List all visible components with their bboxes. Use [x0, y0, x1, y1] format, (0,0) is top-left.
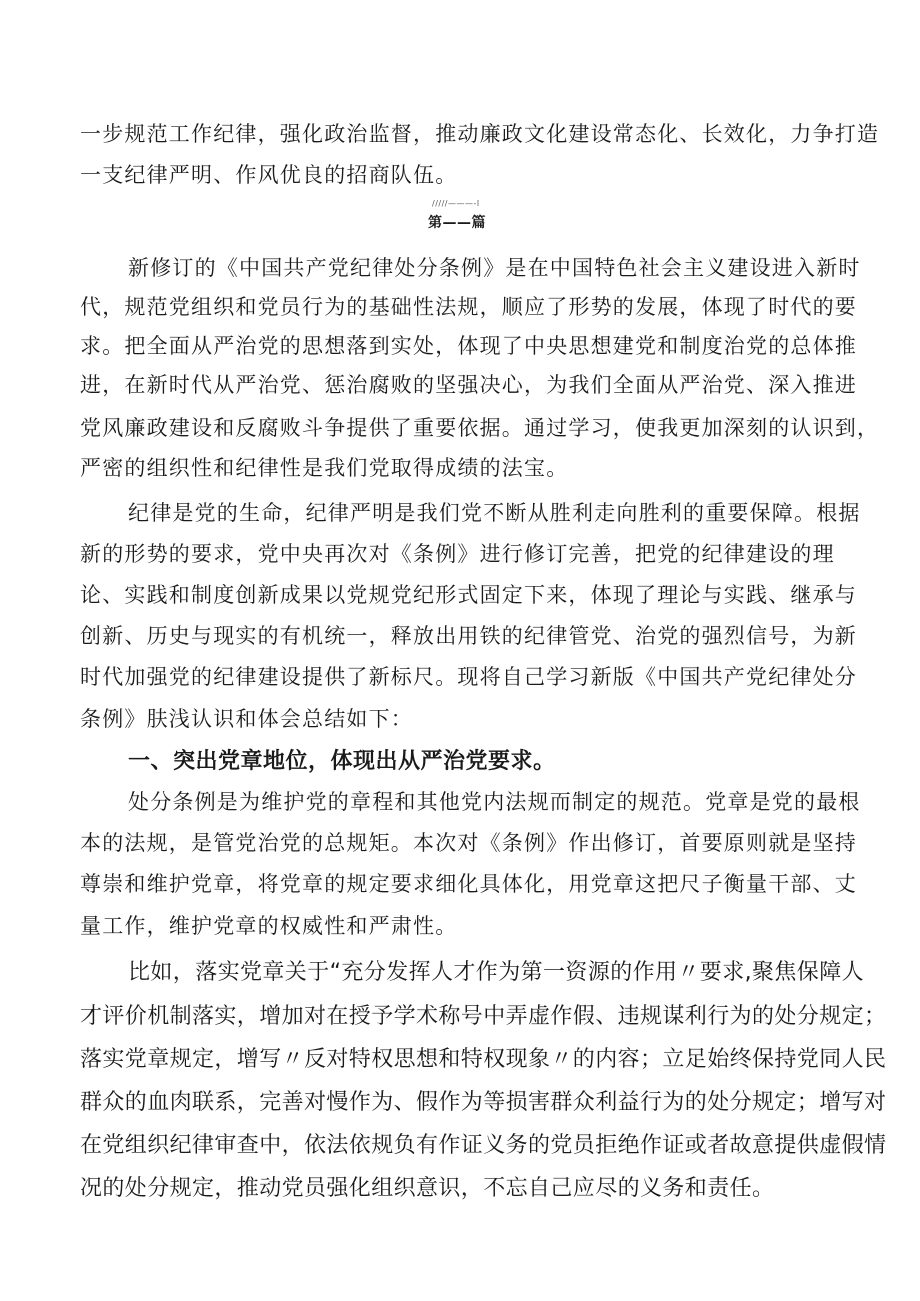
paragraph1-line-6: 严密的组织性和纪律性是我们党取得成绩的法宝。 [80, 456, 569, 480]
paragraph1-line-5: 党风廉政建设和反腐败斗争提供了重要依据。通过学习，使我更加深刻的认识到， [80, 416, 880, 440]
paragraph4-line-5: 在党组织纪律审查中，依法依规负有作证义务的党员拒绝作证或者故意提供虚假情 [80, 1133, 887, 1158]
paragraph2-line-1: 纪律是党的生命，纪律严明是我们党不断从胜利走向胜利的重要保障。根据 [128, 501, 861, 525]
paragraph2-line-3: 论、实践和制度创新成果以党规党纪形式固定下来，体现了理论与实践、继承与 [80, 583, 857, 607]
intro-line-2: 一支纪律严明、作风优良的招商队伍。 [80, 163, 458, 187]
paragraph2-line-6: 条例》肤浅认识和体会总结如下： [80, 707, 413, 731]
paragraph2-line-5: 时代加强党的纪律建设提供了新标尺。现将自己学习新版《中国共产党纪律处分 [80, 665, 857, 689]
paragraph1-line-3: 求。把全面从严治党的思想落到实处，体现了中央思想建党和制度治党的总体推 [80, 334, 857, 358]
paragraph4-line-6: 况的处分规定，推动党员强化组织意识，不忘自己应尽的义务和责任。 [80, 1176, 775, 1201]
paragraph1-line-2: 代，规范党组织和党员行为的基础性法规，顺应了形势的发展，体现了时代的要 [80, 295, 857, 319]
paragraph4-line-3: 落实党章规定，增写〃反对特权思想和特权现象〃的内容；立足始终保持党同人民 [80, 1047, 887, 1072]
paragraph2-line-2: 新的形势的要求，党中央再次对《条例》进行修订完善，把党的纪律建设的理 [80, 542, 835, 566]
paragraph3-line-1: 处分条例是为维护党的章程和其他党内法规而制定的规范。党章是党的最根 [128, 790, 861, 814]
paragraph1-line-1: 新修订的《中国共产党纪律处分条例》是在中国特色社会主义建设进入新时 [128, 256, 861, 280]
section-title: 第——篇 [428, 215, 486, 231]
paragraph4-line-1: 比如，落实党章关于“充分发挥人才作为第一资源的作用〃要求,聚焦保障人 [128, 960, 864, 985]
paragraph1-line-4: 进，在新时代从严治党、惩治腐败的坚强决心，为我们全面从严治党、深入推进 [80, 373, 857, 397]
intro-line-1: 一步规范工作纪律，强化政治监督，推动廉政文化建设常态化、长效化，力争打造 [80, 122, 880, 146]
paragraph2-line-4: 创新、历史与现实的有机统一，释放出用铁的纪律管党、治党的强烈信号，为新 [80, 624, 857, 648]
paragraph4-line-2: 才评价机制落实，增加对在授予学术称号中弄虚作假、违规谋利行为的处分规定； [80, 1004, 887, 1029]
paragraph3-line-3: 尊崇和维护党章，将党章的规定要求细化具体化，用党章这把尺子衡量干部、丈 [80, 872, 857, 896]
heading-1: 一、突出党章地位，体现出从严治党要求。 [128, 749, 556, 774]
section-mark: /////———-l [432, 199, 480, 208]
paragraph3-line-2: 本的法规，是管党治党的总规矩。本次对《条例》作出修订，首要原则就是坚持 [80, 831, 857, 855]
paragraph3-line-4: 量工作，维护党章的权威性和严肃性。 [80, 914, 458, 938]
paragraph4-line-4: 群众的血肉联系，完善对慢作为、假作为等损害群众利益行为的处分规定；增写对 [80, 1090, 887, 1115]
